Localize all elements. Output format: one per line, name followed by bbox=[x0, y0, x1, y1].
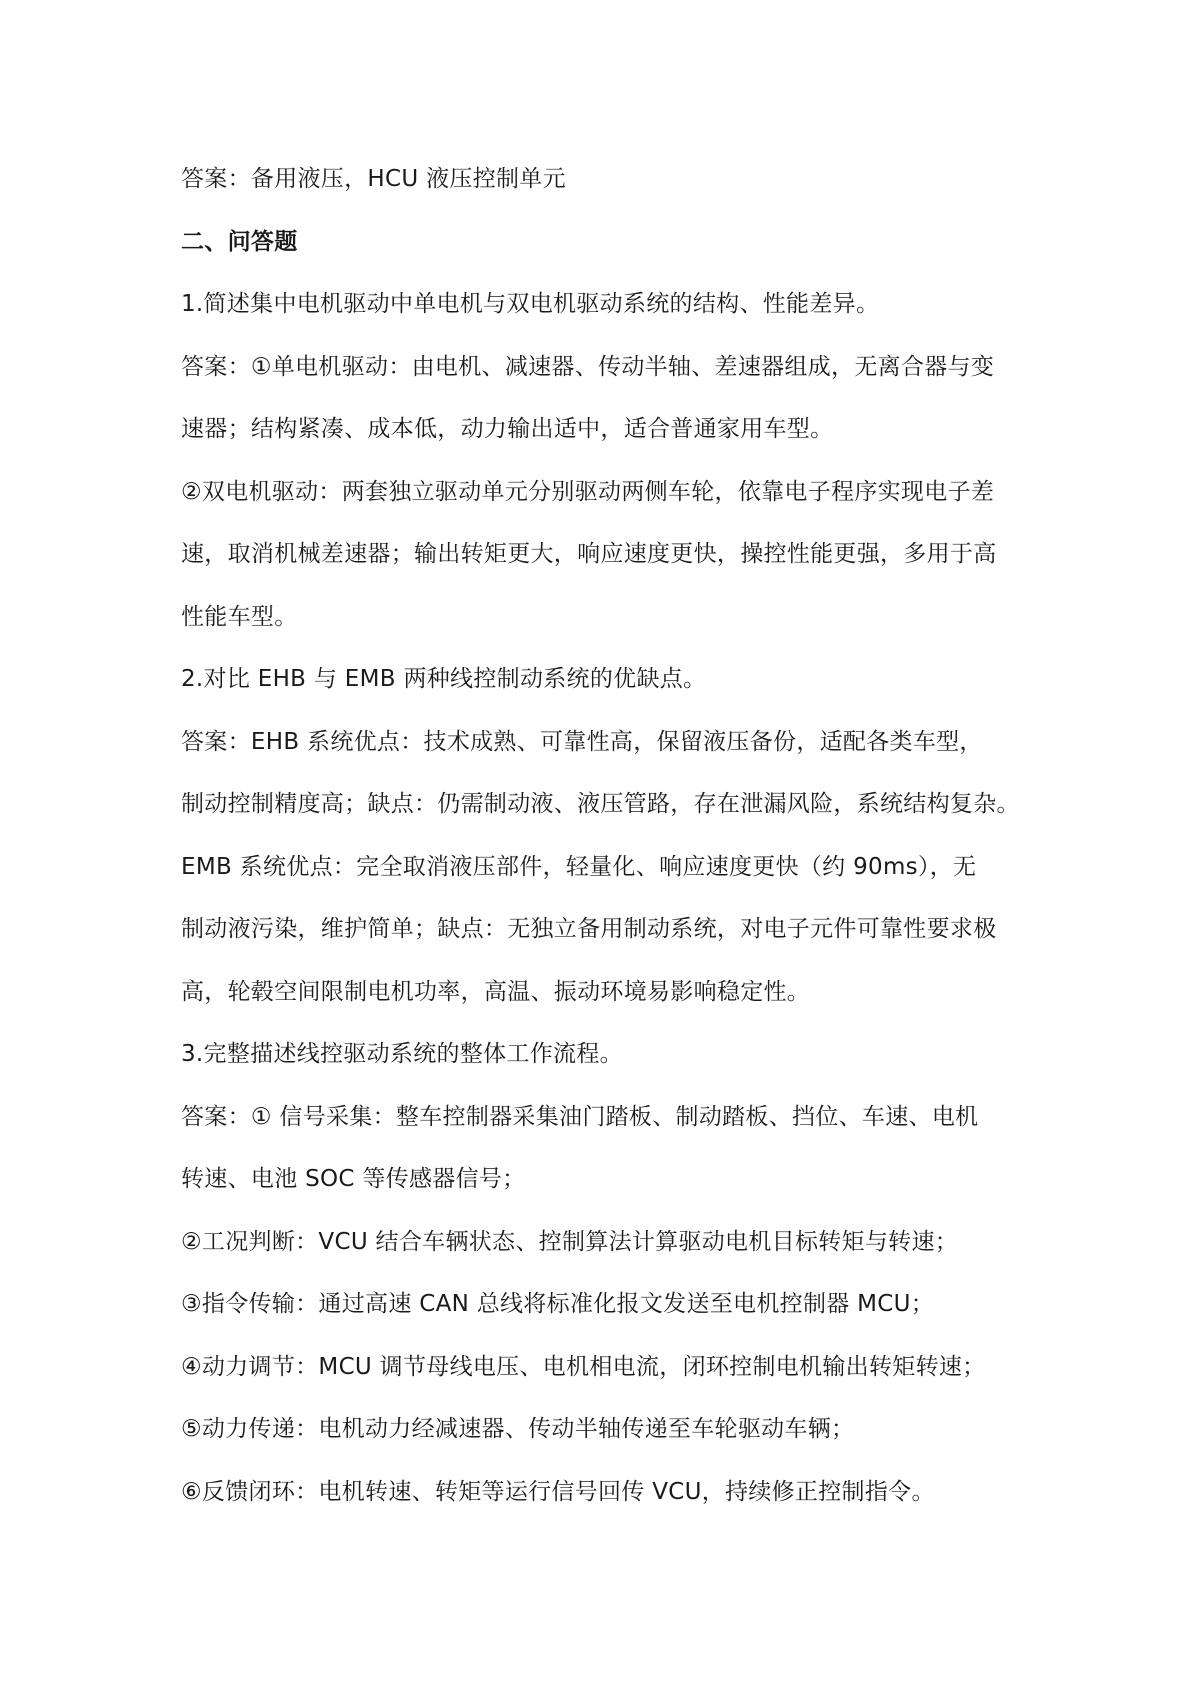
answer-1-line: 速器；结构紧凑、成本低，动力输出适中，适合普通家用车型。 bbox=[181, 416, 834, 442]
answer-2-line: 高，轮毂空间限制电机功率，高温、振动环境易影响稳定性。 bbox=[181, 978, 811, 1005]
section-heading: 二、问答题 bbox=[181, 228, 298, 255]
question-1: 1.简述集中电机驱动中单电机与双电机驱动系统的结构、性能差异。 bbox=[181, 291, 880, 317]
answer-3-line: ⑥反馈闭环：电机转速、转矩等运行信号回传 VCU，持续修正控制指令。 bbox=[181, 1478, 935, 1505]
document-page bbox=[181, 148, 1021, 1523]
answer-2-line: 制动液污染，维护简单；缺点：无独立备用制动系统，对电子元件可靠性要求极 bbox=[181, 916, 997, 942]
answer-3-line: ⑤动力传递：电机动力经减速器、传动半轴传递至车轮驱动车辆； bbox=[181, 1416, 855, 1442]
answer-1-line: 速，取消机械差速器；输出转矩更大，响应速度更快，操控性能更强，多用于高 bbox=[181, 541, 997, 567]
answer-1-line: 答案：①单电机驱动：由电机、减速器、传动半轴、差速器组成，无离合器与变 bbox=[181, 353, 995, 380]
answer-3-line: 转速、电池 SOC 等传感器信号； bbox=[181, 1166, 526, 1192]
answer-1-line: 性能车型。 bbox=[181, 603, 298, 630]
answer-line: 答案：备用液压，HCU 液压控制单元 bbox=[181, 166, 566, 192]
answer-3-line: 答案：① 信号采集：整车控制器采集油门踏板、制动踏板、挡位、车速、电机 bbox=[181, 1103, 979, 1130]
answer-2-line: 制动控制精度高；缺点：仍需制动液、液压管路，存在泄漏风险，系统结构复杂。 bbox=[181, 791, 1020, 817]
question-3: 3.完整描述线控驱动系统的整体工作流程。 bbox=[181, 1041, 623, 1067]
answer-1-line: ②双电机驱动：两套独立驱动单元分别驱动两侧车轮，依靠电子程序实现电子差 bbox=[181, 478, 995, 505]
answer-3-line: ②工况判断：VCU 结合车辆状态、控制算法计算驱动电机目标转矩与转速； bbox=[181, 1228, 959, 1255]
answer-3-line: ④动力调节：MCU 调节母线电压、电机相电流，闭环控制电机输出转矩转速； bbox=[181, 1353, 986, 1380]
answer-2-line: 答案：EHB 系统优点：技术成熟、可靠性高，保留液压备份，适配各类车型， bbox=[181, 728, 983, 755]
answer-3-line: ③指令传输：通过高速 CAN 总线将标准化报文发送至电机控制器 MCU； bbox=[181, 1291, 935, 1317]
answer-2-line: EMB 系统优点：完全取消液压部件，轻量化、响应速度更快（约 90ms），无 bbox=[181, 853, 977, 880]
question-2: 2.对比 EHB 与 EMB 两种线控制动系统的优缺点。 bbox=[181, 666, 707, 692]
